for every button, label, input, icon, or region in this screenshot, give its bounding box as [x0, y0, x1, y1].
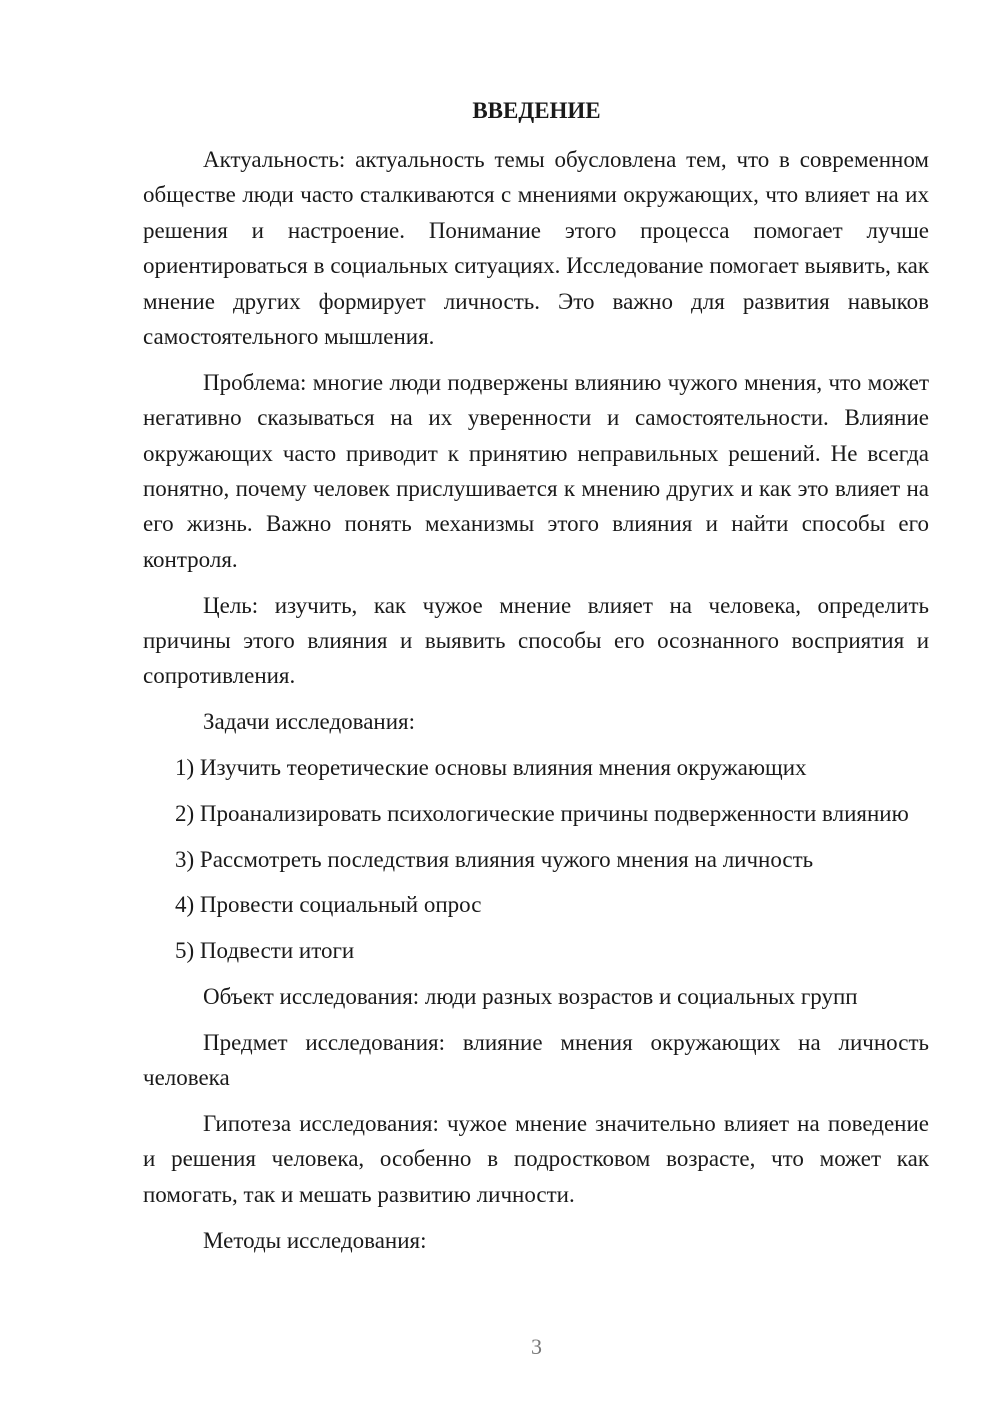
- task-item-1: 1) Изучить теоретические основы влияния мнения окружающих: [175, 755, 807, 781]
- problem-paragraph: Проблема: многие люди подвержены влиянию чужого мнения, что может негативно сказываться на их уверенности и самостоятельности. Влияние окружающих часто приводит к принятию неправильных решений. Не всегда понятно, почему человек прислушивается к мнению других и как это влияет на его жизнь. Важно понять механизмы этого влияния и найти способы его контроля.: [143, 369, 929, 572]
- task-item-3: 3) Рассмотреть последствия влияния чужого мнения на личность: [175, 846, 814, 872]
- page-title: ВВЕДЕНИЕ: [472, 98, 601, 123]
- methods-heading: Методы исследования:: [203, 1227, 427, 1253]
- tasks-heading: Задачи исследования:: [203, 709, 416, 735]
- task-item-5: 5) Подвести итоги: [175, 938, 355, 964]
- task-item-2: 2) Проанализировать психологические причины подверженности влиянию: [175, 800, 909, 826]
- object-paragraph: Объект исследования: люди разных возрастов и социальных групп: [203, 984, 858, 1010]
- subject-paragraph: Предмет исследования: влияние мнения окружающих на личность человека: [143, 1029, 929, 1091]
- document-body: [143, 142, 929, 1268]
- page-number: 3: [531, 1334, 542, 1359]
- hypothesis-paragraph: Гипотеза исследования: чужое мнение значительно влияет на поведение и решения человека, особенно в подростковом возрасте, что может как помогать, так и мешать развитию личности.: [143, 1111, 929, 1207]
- goal-paragraph: Цель: изучить, как чужое мнение влияет на человека, определить причины этого влияния и выявить способы его осознанного восприятия и сопротивления.: [143, 592, 929, 689]
- relevance-paragraph: Актуальность: актуальность темы обусловлена тем, что в современном обществе люди часто сталкиваются с мнениями окружающих, что влияет на их решения и настроение. Понимание этого процесса помогает лучше ориентироваться в социальных ситуациях. Исследование помогает выявить, как мнение других формирует личность. Это важно для развития навыков самостоятельного мышления.: [143, 147, 929, 350]
- task-item-4: 4) Провести социальный опрос: [175, 892, 482, 918]
